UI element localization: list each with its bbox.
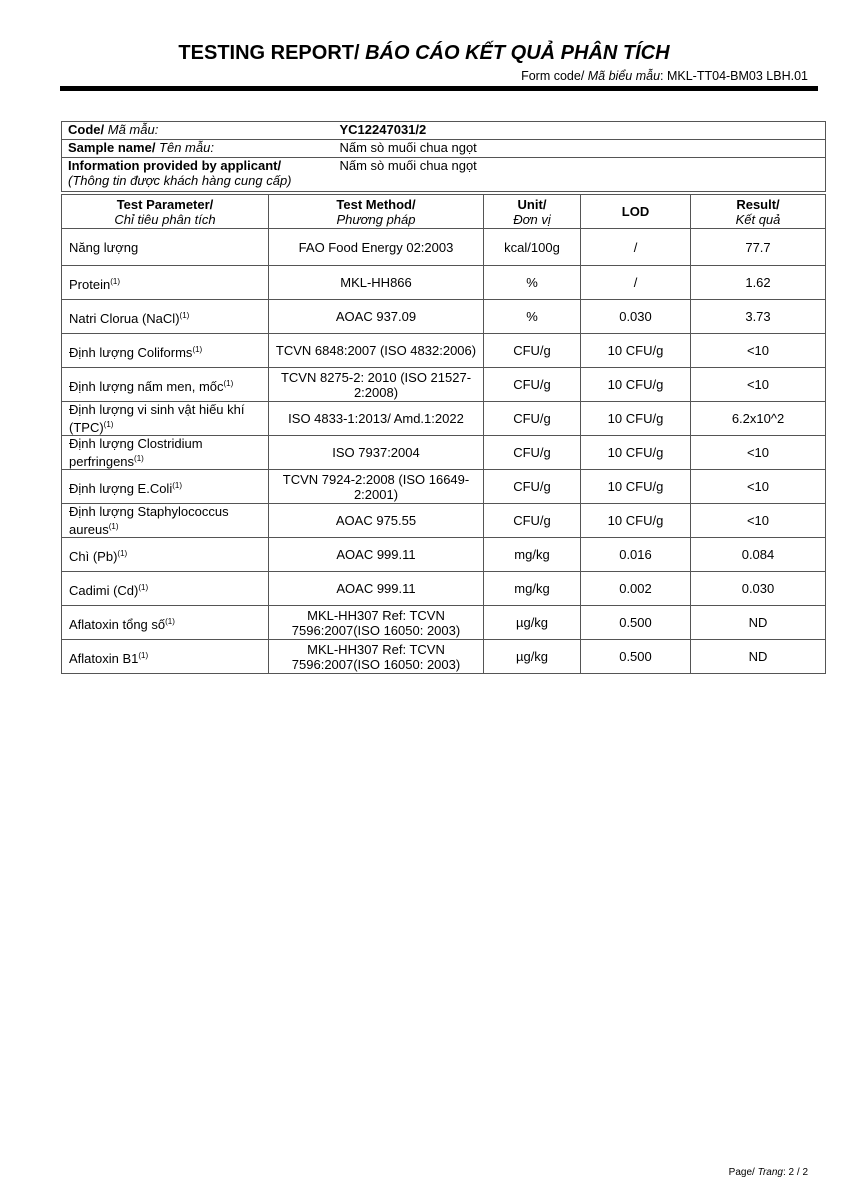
unit-cell-text: mg/kg (514, 581, 550, 596)
result-cell-text: 3.73 (745, 309, 771, 324)
table-row (62, 402, 826, 436)
test-method-cell (269, 436, 484, 470)
lod-cell (581, 402, 691, 436)
result-cell-text: <10 (746, 513, 770, 528)
footnote-marker: (1) (179, 310, 190, 320)
unit-cell (484, 572, 581, 606)
footnote-marker: (1) (117, 548, 128, 558)
form-code-label-vi: Mã biểu mẫu (587, 69, 661, 83)
result-cell-text: 77.7 (745, 239, 771, 255)
results-table (61, 194, 826, 674)
test-parameter-cell-text: Năng lượng (69, 239, 139, 255)
report-title (0, 42, 848, 65)
lod-cell (581, 436, 691, 470)
test-method-cell (269, 402, 484, 436)
table-row (62, 572, 826, 606)
header-divider (60, 86, 818, 91)
unit-cell-text: % (526, 309, 538, 324)
table-row (62, 300, 826, 334)
unit-cell (484, 368, 581, 402)
test-method-cell (269, 606, 484, 640)
test-method-cell (269, 504, 484, 538)
unit-cell (484, 436, 581, 470)
applicant-info-row (62, 158, 826, 192)
table-row (62, 538, 826, 572)
test-method-cell (269, 640, 484, 674)
test-parameter-cell (62, 368, 269, 402)
form-code (521, 69, 808, 83)
lod-cell-text: 10 CFU/g (607, 343, 664, 358)
result-cell-text: <10 (746, 377, 770, 392)
lod-cell-text: 10 CFU/g (607, 377, 664, 392)
result-cell-text: 1.62 (745, 275, 771, 290)
lod-cell-text: 10 CFU/g (607, 513, 664, 528)
test-parameter-cell-text: Định lượng vi sinh vật hiếu khí (TPC) (69, 402, 245, 435)
test-method-cell-text: ISO 4833-1:2013/ Amd.1:2022 (288, 411, 464, 426)
form-code-value: : MKL-TT04-BM03 LBH.01 (660, 69, 808, 83)
test-parameter-cell (62, 572, 269, 606)
title-english: TESTING REPORT/ (178, 42, 366, 64)
lod-cell-text: 0.500 (619, 615, 652, 630)
lod-cell-text: / (633, 239, 638, 255)
sample-name-value: Nấm sò muối chua ngọt (324, 140, 826, 158)
test-parameter-cell (62, 402, 269, 436)
lod-cell (581, 334, 691, 368)
table-row (62, 368, 826, 402)
unit-cell-text: CFU/g (513, 513, 551, 528)
result-cell-text: 6.2x10^2 (731, 411, 785, 426)
test-parameter-cell-text: Định lượng E.Coli (69, 480, 173, 496)
unit-cell-text: CFU/g (513, 479, 551, 494)
test-method-cell-text: MKL-HH307 Ref: TCVN 7596:2007(ISO 16050: 2003) (291, 607, 461, 638)
unit-cell (484, 402, 581, 436)
lod-cell (581, 368, 691, 402)
code-value: YC12247031/2 (324, 122, 826, 140)
test-method-cell (269, 368, 484, 402)
table-row (62, 229, 826, 266)
test-method-cell (269, 300, 484, 334)
unit-cell (484, 229, 581, 266)
result-cell-text: 0.030 (741, 581, 775, 596)
test-method-cell (269, 229, 484, 266)
lod-cell (581, 640, 691, 674)
lod-cell-text: 10 CFU/g (607, 479, 664, 494)
test-parameter-cell-text: Cadimi (Cd) (69, 582, 139, 598)
result-cell-text: ND (748, 615, 768, 630)
test-method-cell-text: MKL-HH307 Ref: TCVN 7596:2007(ISO 16050: 2003) (291, 641, 461, 672)
result-cell-text: <10 (746, 445, 770, 460)
sample-name-label: Sample name/ (68, 140, 156, 155)
lod-cell (581, 572, 691, 606)
test-method-cell (269, 334, 484, 368)
lod-cell-text: 0.500 (619, 649, 652, 664)
result-cell (691, 504, 826, 538)
header-test-method: Test Method/ Phương pháp (269, 195, 484, 229)
table-row (62, 334, 826, 368)
sample-info-table (61, 121, 826, 192)
result-cell-text: <10 (746, 479, 770, 494)
code-label-vi: Mã mẫu: (104, 122, 159, 137)
unit-cell (484, 334, 581, 368)
table-row (62, 470, 826, 504)
footnote-marker: (1) (110, 276, 120, 286)
test-method-cell-text: TCVN 6848:2007 (ISO 4832:2006) (275, 343, 477, 358)
result-cell (691, 300, 826, 334)
result-cell (691, 368, 826, 402)
sample-name-row (62, 140, 826, 158)
test-method-cell (269, 266, 484, 300)
table-row (62, 640, 826, 674)
test-parameter-cell (62, 300, 269, 334)
unit-cell (484, 266, 581, 300)
results-body (62, 229, 826, 674)
result-cell (691, 402, 826, 436)
test-parameter-cell-text: Chì (Pb) (69, 548, 118, 564)
header-result: Result/ Kết quả (691, 195, 826, 229)
test-method-cell-text: AOAC 937.09 (335, 309, 417, 324)
unit-cell (484, 538, 581, 572)
test-parameter-cell (62, 436, 269, 470)
lod-cell-text: 0.016 (619, 547, 652, 562)
footnote-marker: (1) (165, 616, 175, 626)
table-row (62, 436, 826, 470)
unit-cell (484, 504, 581, 538)
header-unit: Unit/ Đơn vị (484, 195, 581, 229)
lod-cell-text: / (633, 275, 638, 290)
test-parameter-cell-text: Định lượng Clostridium perfringens (69, 436, 203, 469)
test-parameter-cell-text: Protein (69, 276, 111, 292)
unit-cell (484, 640, 581, 674)
test-method-cell-text: AOAC 975.55 (335, 513, 417, 528)
result-cell-text: ND (748, 649, 768, 664)
lod-cell-text: 10 CFU/g (607, 411, 664, 426)
lod-cell (581, 470, 691, 504)
unit-cell-text: CFU/g (513, 343, 551, 358)
header-lod: LOD (581, 195, 691, 229)
lod-cell (581, 504, 691, 538)
lod-cell-text: 0.030 (619, 309, 652, 324)
table-row (62, 504, 826, 538)
test-parameter-cell (62, 640, 269, 674)
result-cell (691, 436, 826, 470)
result-cell (691, 266, 826, 300)
applicant-label: Information provided by applicant/ (68, 158, 282, 173)
test-method-cell-text: AOAC 999.11 (336, 581, 416, 596)
applicant-label-vi: (Thông tin được khách hàng cung cấp) (68, 173, 292, 188)
lod-cell (581, 229, 691, 266)
test-method-cell-text: FAO Food Energy 02:2003 (298, 239, 454, 255)
result-cell-text: <10 (746, 343, 770, 358)
unit-cell-text: µg/kg (515, 649, 549, 664)
result-cell (691, 470, 826, 504)
unit-cell-text: kcal/100g (504, 239, 560, 255)
test-method-cell-text: AOAC 999.11 (336, 547, 416, 562)
footnote-marker: (1) (134, 454, 144, 463)
footnote-marker: (1) (138, 650, 149, 660)
header-test-parameter: Test Parameter/ Chỉ tiêu phân tích (62, 195, 269, 229)
lod-cell (581, 300, 691, 334)
unit-cell (484, 606, 581, 640)
result-cell (691, 229, 826, 266)
unit-cell-text: CFU/g (513, 445, 551, 460)
footnote-marker: (1) (192, 344, 203, 354)
test-parameter-cell (62, 334, 269, 368)
test-parameter-cell-text: Định lượng Staphylococcus aureus (69, 504, 229, 537)
test-parameter-cell (62, 606, 269, 640)
unit-cell-text: mg/kg (514, 547, 550, 562)
test-parameter-cell-text: Aflatoxin B1 (69, 650, 139, 666)
test-parameter-cell (62, 504, 269, 538)
unit-cell-text: CFU/g (513, 377, 551, 392)
result-cell (691, 334, 826, 368)
test-method-cell-text: MKL-HH866 (340, 275, 412, 290)
form-code-label: Form code/ (521, 69, 588, 83)
test-method-cell-text: TCVN 7924-2:2008 (ISO 16649-2:2001) (282, 471, 470, 502)
test-method-cell (269, 470, 484, 504)
sample-name-label-vi: Tên mẫu: (155, 140, 214, 155)
lod-cell-text: 10 CFU/g (607, 445, 664, 460)
test-parameter-cell (62, 538, 269, 572)
result-cell (691, 606, 826, 640)
test-method-cell (269, 538, 484, 572)
table-row (62, 606, 826, 640)
footnote-marker: (1) (108, 522, 119, 531)
lod-cell (581, 606, 691, 640)
lod-cell (581, 266, 691, 300)
footnote-marker: (1) (172, 480, 182, 490)
unit-cell (484, 470, 581, 504)
result-cell (691, 640, 826, 674)
test-parameter-cell (62, 470, 269, 504)
test-parameter-cell-text: Định lượng nấm men, mốc (69, 378, 224, 394)
footnote-marker: (1) (138, 582, 149, 592)
unit-cell (484, 300, 581, 334)
result-cell-text: 0.084 (741, 547, 775, 562)
code-label: Code/ (68, 122, 105, 137)
result-cell (691, 572, 826, 606)
results-header-row (62, 195, 826, 229)
unit-cell-text: CFU/g (513, 411, 551, 426)
test-parameter-cell-text: Natri Clorua (NaCl) (69, 310, 180, 326)
applicant-value: Nấm sò muối chua ngọt (324, 158, 826, 192)
test-method-cell-text: ISO 7937:2004 (332, 445, 420, 460)
code-row (62, 122, 826, 140)
test-parameter-cell (62, 229, 269, 266)
unit-cell-text: µg/kg (515, 615, 549, 630)
unit-cell-text: % (526, 275, 538, 290)
footnote-marker: (1) (103, 420, 114, 429)
test-parameter-cell (62, 266, 269, 300)
lod-cell (581, 538, 691, 572)
test-parameter-cell-text: Aflatoxin tổng số (69, 616, 166, 632)
result-cell (691, 538, 826, 572)
footnote-marker: (1) (223, 378, 234, 388)
page-number: Page/ Trang: 2 / 2 (728, 1167, 808, 1178)
title-vietnamese: BÁO CÁO KẾT QUẢ PHÂN TÍCH (365, 42, 670, 64)
test-parameter-cell-text: Định lượng Coliforms (69, 344, 193, 360)
test-method-cell (269, 572, 484, 606)
lod-cell-text: 0.002 (619, 581, 652, 596)
test-method-cell-text: TCVN 8275-2: 2010 (ISO 21527-2:2008) (280, 369, 472, 400)
table-row (62, 266, 826, 300)
